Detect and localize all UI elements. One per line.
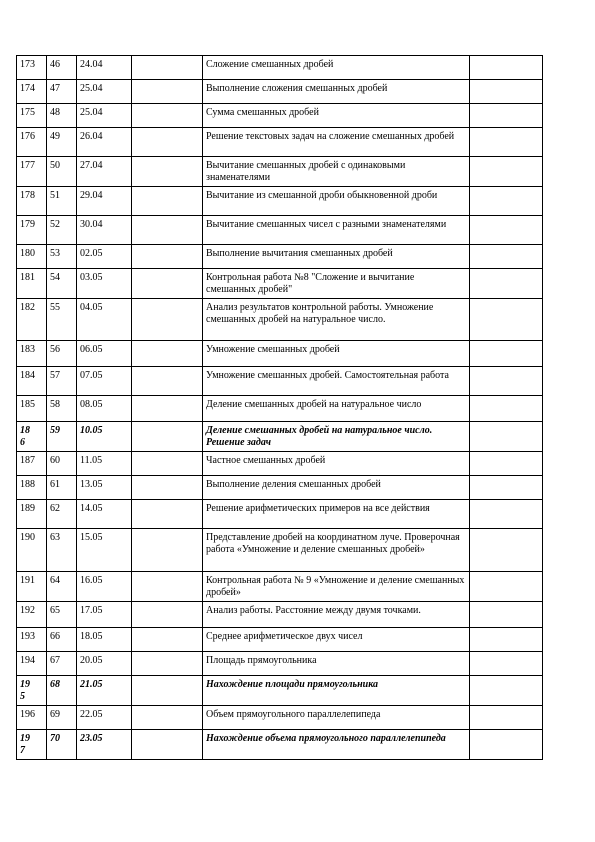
topic-cell: Выполнение сложения смешанных дробей (203, 80, 470, 104)
note-cell (470, 676, 543, 706)
topic-cell: Нахождение площади прямоугольника (203, 676, 470, 706)
lesson-number-cell: 188 (17, 476, 47, 500)
date-cell: 25.04 (77, 104, 132, 128)
lesson-number-cell: 193 (17, 628, 47, 652)
table-row (17, 128, 543, 157)
topic-cell: Решение арифметических примеров на все действия (203, 500, 470, 529)
actual-date-cell (132, 56, 203, 80)
actual-date-cell (132, 269, 203, 299)
date-cell: 14.05 (77, 500, 132, 529)
date-cell: 10.05 (77, 422, 132, 452)
date-cell: 16.05 (77, 572, 132, 602)
lesson-plan-table (16, 55, 543, 760)
lesson-number-cell: 190 (17, 529, 47, 572)
lesson-number-cell: 185 (17, 396, 47, 422)
topic-cell: Частное смешанных дробей (203, 452, 470, 476)
note-cell (470, 157, 543, 187)
topic-lesson-number-cell: 56 (47, 341, 77, 367)
actual-date-cell (132, 341, 203, 367)
topic-cell: Представление дробей на координатном луче. Проверочная работа «Умножение и деление смешанных дробей» (203, 529, 470, 572)
actual-date-cell (132, 299, 203, 341)
topic-lesson-number-cell: 46 (47, 56, 77, 80)
lesson-number-cell: 174 (17, 80, 47, 104)
actual-date-cell (132, 422, 203, 452)
topic-lesson-number-cell: 57 (47, 367, 77, 396)
lesson-number-cell: 196 (17, 706, 47, 730)
note-cell (470, 299, 543, 341)
topic-lesson-number-cell: 63 (47, 529, 77, 572)
topic-cell: Сумма смешанных дробей (203, 104, 470, 128)
date-cell: 08.05 (77, 396, 132, 422)
note-cell (470, 367, 543, 396)
topic-lesson-number-cell: 66 (47, 628, 77, 652)
lesson-number-cell: 192 (17, 602, 47, 628)
lesson-number-cell: 194 (17, 652, 47, 676)
date-cell: 26.04 (77, 128, 132, 157)
actual-date-cell (132, 216, 203, 245)
note-cell (470, 187, 543, 216)
actual-date-cell (132, 500, 203, 529)
date-cell: 20.05 (77, 652, 132, 676)
topic-cell: Сложение смешанных дробей (203, 56, 470, 80)
lesson-number-cell: 184 (17, 367, 47, 396)
table-row (17, 652, 543, 676)
note-cell (470, 476, 543, 500)
date-cell: 17.05 (77, 602, 132, 628)
table-row (17, 676, 543, 706)
topic-lesson-number-cell: 65 (47, 602, 77, 628)
actual-date-cell (132, 245, 203, 269)
topic-lesson-number-cell: 59 (47, 422, 77, 452)
table-row (17, 104, 543, 128)
note-cell (470, 422, 543, 452)
lesson-number-cell: 179 (17, 216, 47, 245)
table-row (17, 572, 543, 602)
topic-lesson-number-cell: 62 (47, 500, 77, 529)
lesson-plan-body (17, 56, 543, 760)
topic-cell: Деление смешанных дробей на натуральное число (203, 396, 470, 422)
date-cell: 06.05 (77, 341, 132, 367)
lesson-number-cell: 19 5 (17, 676, 47, 706)
note-cell (470, 269, 543, 299)
date-cell: 25.04 (77, 80, 132, 104)
lesson-number-cell: 181 (17, 269, 47, 299)
note-cell (470, 572, 543, 602)
date-cell: 22.05 (77, 706, 132, 730)
actual-date-cell (132, 187, 203, 216)
topic-lesson-number-cell: 49 (47, 128, 77, 157)
lesson-number-cell: 175 (17, 104, 47, 128)
lesson-number-cell: 187 (17, 452, 47, 476)
topic-cell: Объем прямоугольного параллелепипеда (203, 706, 470, 730)
topic-lesson-number-cell: 58 (47, 396, 77, 422)
topic-lesson-number-cell: 50 (47, 157, 77, 187)
topic-lesson-number-cell: 53 (47, 245, 77, 269)
note-cell (470, 602, 543, 628)
lesson-number-cell: 178 (17, 187, 47, 216)
table-row (17, 56, 543, 80)
note-cell (470, 500, 543, 529)
actual-date-cell (132, 628, 203, 652)
actual-date-cell (132, 529, 203, 572)
table-row (17, 245, 543, 269)
actual-date-cell (132, 730, 203, 760)
lesson-number-cell: 182 (17, 299, 47, 341)
date-cell: 07.05 (77, 367, 132, 396)
actual-date-cell (132, 128, 203, 157)
topic-cell: Вычитание смешанных дробей с одинаковыми знаменателями (203, 157, 470, 187)
note-cell (470, 216, 543, 245)
topic-lesson-number-cell: 70 (47, 730, 77, 760)
note-cell (470, 80, 543, 104)
table-row (17, 730, 543, 760)
table-row (17, 157, 543, 187)
topic-lesson-number-cell: 51 (47, 187, 77, 216)
table-row (17, 187, 543, 216)
actual-date-cell (132, 396, 203, 422)
date-cell: 04.05 (77, 299, 132, 341)
topic-cell: Площадь прямоугольника (203, 652, 470, 676)
actual-date-cell (132, 476, 203, 500)
lesson-number-cell: 183 (17, 341, 47, 367)
note-cell (470, 652, 543, 676)
lesson-number-cell: 176 (17, 128, 47, 157)
date-cell: 11.05 (77, 452, 132, 476)
lesson-number-cell: 19 7 (17, 730, 47, 760)
note-cell (470, 628, 543, 652)
topic-cell: Нахождение объема прямоугольного параллелепипеда (203, 730, 470, 760)
table-row (17, 216, 543, 245)
note-cell (470, 104, 543, 128)
topic-lesson-number-cell: 61 (47, 476, 77, 500)
topic-lesson-number-cell: 48 (47, 104, 77, 128)
date-cell: 18.05 (77, 628, 132, 652)
actual-date-cell (132, 104, 203, 128)
note-cell (470, 452, 543, 476)
table-row (17, 269, 543, 299)
topic-cell: Анализ результатов контрольной работы. Умножение смешанных дробей на натуральное число. (203, 299, 470, 341)
topic-lesson-number-cell: 54 (47, 269, 77, 299)
topic-lesson-number-cell: 67 (47, 652, 77, 676)
table-row (17, 396, 543, 422)
actual-date-cell (132, 80, 203, 104)
topic-cell: Вычитание смешанных чисел с разными знаменателями (203, 216, 470, 245)
lesson-number-cell: 189 (17, 500, 47, 529)
topic-lesson-number-cell: 47 (47, 80, 77, 104)
date-cell: 24.04 (77, 56, 132, 80)
date-cell: 02.05 (77, 245, 132, 269)
lesson-number-cell: 18 6 (17, 422, 47, 452)
note-cell (470, 396, 543, 422)
note-cell (470, 128, 543, 157)
topic-lesson-number-cell: 55 (47, 299, 77, 341)
table-row (17, 500, 543, 529)
topic-cell: Выполнение деления смешанных дробей (203, 476, 470, 500)
note-cell (470, 730, 543, 760)
lesson-number-cell: 180 (17, 245, 47, 269)
table-row (17, 602, 543, 628)
date-cell: 13.05 (77, 476, 132, 500)
date-cell: 15.05 (77, 529, 132, 572)
topic-lesson-number-cell: 68 (47, 676, 77, 706)
note-cell (470, 56, 543, 80)
actual-date-cell (132, 572, 203, 602)
actual-date-cell (132, 676, 203, 706)
topic-lesson-number-cell: 69 (47, 706, 77, 730)
topic-cell: Деление смешанных дробей на натуральное число. Решение задач (203, 422, 470, 452)
date-cell: 21.05 (77, 676, 132, 706)
topic-cell: Контрольная работа №8 "Сложение и вычитание смешанных дробей" (203, 269, 470, 299)
note-cell (470, 245, 543, 269)
topic-cell: Вычитание из смешанной дроби обыкновенной дроби (203, 187, 470, 216)
table-row (17, 422, 543, 452)
lesson-number-cell: 173 (17, 56, 47, 80)
note-cell (470, 529, 543, 572)
topic-cell: Анализ работы. Расстояние между двумя точками. (203, 602, 470, 628)
topic-cell: Контрольная работа № 9 «Умножение и деление смешанных дробей» (203, 572, 470, 602)
topic-lesson-number-cell: 52 (47, 216, 77, 245)
actual-date-cell (132, 652, 203, 676)
actual-date-cell (132, 602, 203, 628)
table-row (17, 529, 543, 572)
date-cell: 29.04 (77, 187, 132, 216)
topic-cell: Умножение смешанных дробей. Самостоятельная работа (203, 367, 470, 396)
table-row (17, 367, 543, 396)
table-row (17, 628, 543, 652)
note-cell (470, 341, 543, 367)
note-cell (470, 706, 543, 730)
topic-lesson-number-cell: 64 (47, 572, 77, 602)
date-cell: 03.05 (77, 269, 132, 299)
lesson-number-cell: 177 (17, 157, 47, 187)
topic-cell: Среднее арифметическое двух чисел (203, 628, 470, 652)
actual-date-cell (132, 157, 203, 187)
actual-date-cell (132, 367, 203, 396)
date-cell: 23.05 (77, 730, 132, 760)
table-row (17, 476, 543, 500)
date-cell: 30.04 (77, 216, 132, 245)
table-row (17, 452, 543, 476)
table-row (17, 299, 543, 341)
table-row (17, 706, 543, 730)
topic-cell: Выполнение вычитания смешанных дробей (203, 245, 470, 269)
table-row (17, 80, 543, 104)
actual-date-cell (132, 706, 203, 730)
date-cell: 27.04 (77, 157, 132, 187)
topic-cell: Умножение смешанных дробей (203, 341, 470, 367)
topic-lesson-number-cell: 60 (47, 452, 77, 476)
lesson-number-cell: 191 (17, 572, 47, 602)
actual-date-cell (132, 452, 203, 476)
topic-cell: Решение текстовых задач на сложение смешанных дробей (203, 128, 470, 157)
table-row (17, 341, 543, 367)
